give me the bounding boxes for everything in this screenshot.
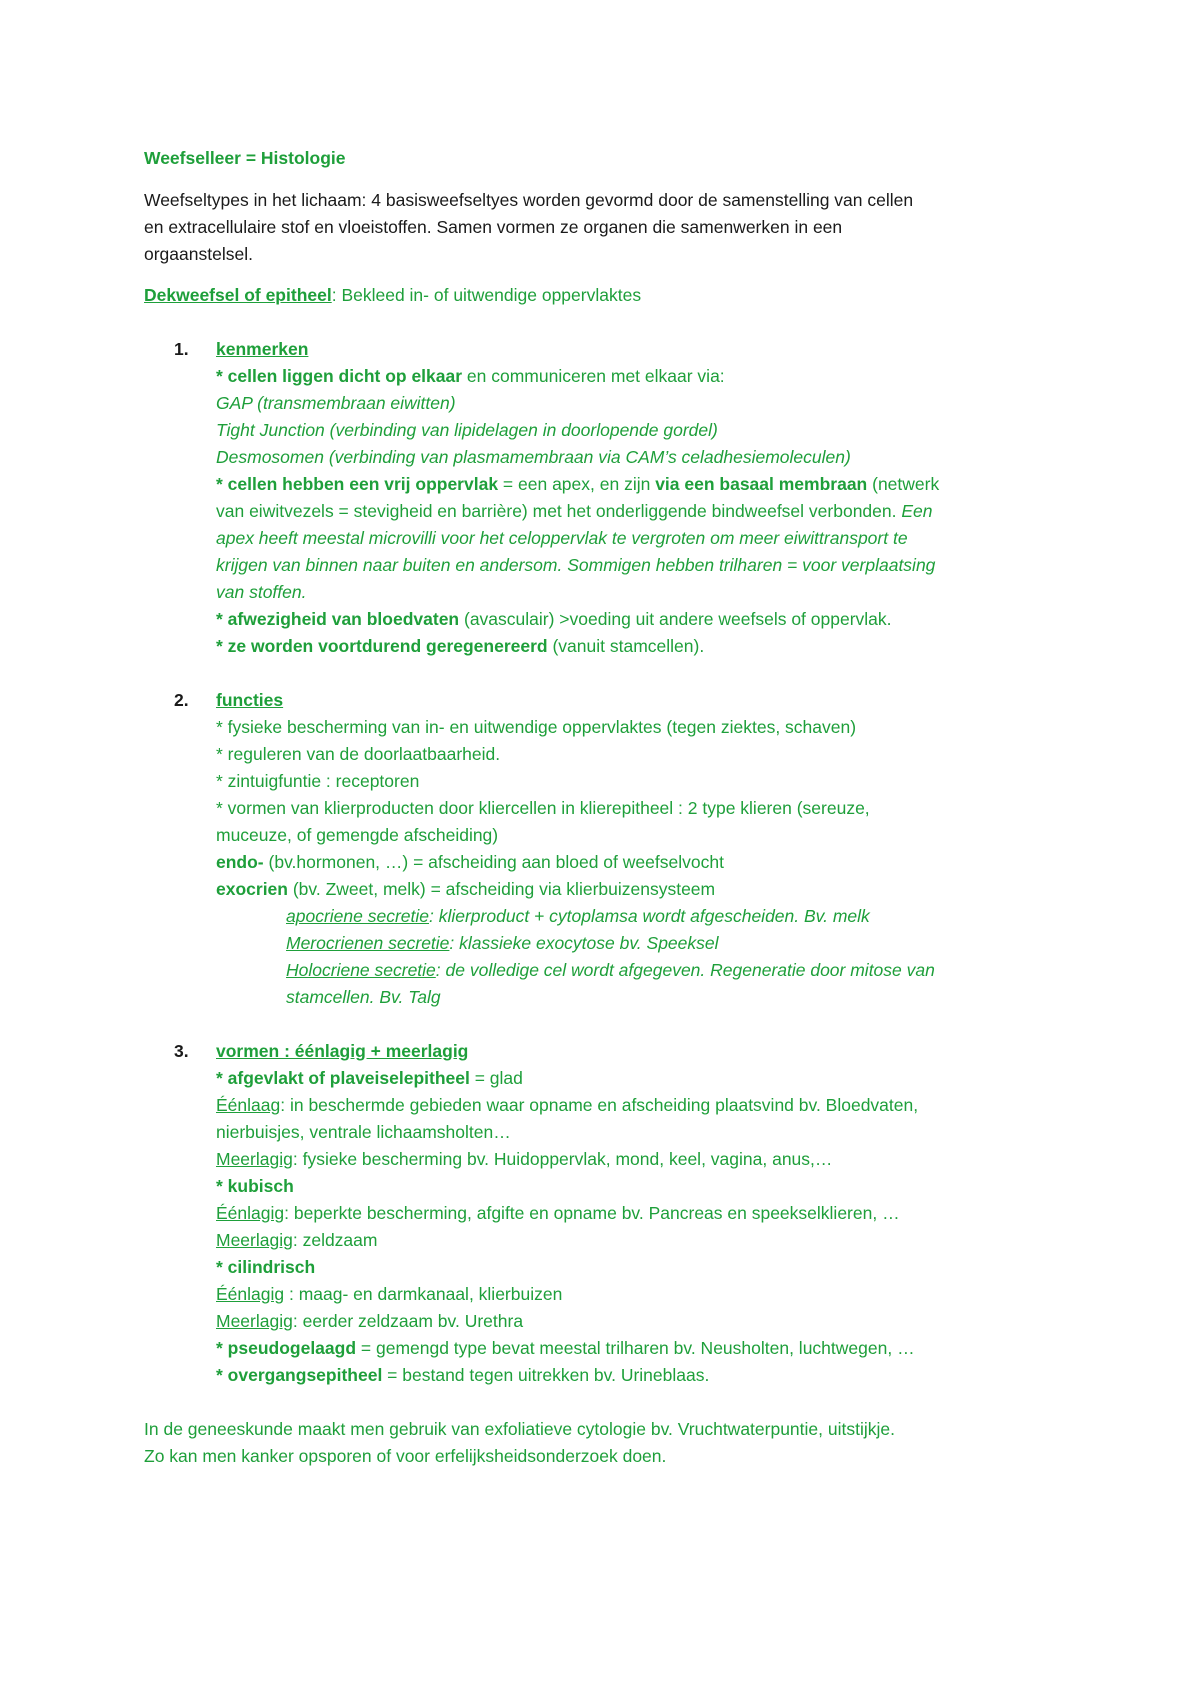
s1-line-3: Tight Junction (verbinding van lipidelagen in doorlopende gordel) <box>216 420 718 440</box>
s1-line-5: * cellen hebben een vrij oppervlak = een apex, en zijn via een basaal membraan (netwerk <box>216 474 940 494</box>
intro-line-1: Weefseltypes in het lichaam: 4 basisweefseltyes worden gevormd door de samenstelling van cellen <box>144 190 914 210</box>
s3-title: vormen : éénlagig + meerlagig <box>216 1041 469 1061</box>
section-heading-rest: : Bekleed in- of uitwendige oppervlaktes <box>331 285 642 305</box>
s3-line-5: * kubisch <box>216 1176 294 1196</box>
s3-line-2: Éénlaag: in beschermde gebieden waar opname en afscheiding plaatsvind bv. Bloedvaten, <box>216 1095 919 1115</box>
s2-line-10: Holocriene secretie: de volledige cel wordt afgegeven. Regeneratie door mitose van <box>286 960 935 980</box>
s2-line-5: muceuze, of gemengde afscheiding) <box>216 825 499 845</box>
s1-line-9: van stoffen. <box>216 582 307 602</box>
s2-number: 2. <box>174 690 189 710</box>
s2-line-4: * vormen van klierproducten door kliercellen in klierepitheel : 2 type klieren (sereuze, <box>216 798 870 818</box>
s1-line-11: * ze worden voortdurend geregenereerd (vanuit stamcellen). <box>216 636 705 656</box>
intro-line-2: en extracellulaire stof en vloeistoffen. Samen vormen ze organen die samenwerken in een <box>144 217 843 237</box>
s3-line-4: Meerlagig: fysieke bescherming bv. Huidoppervlak, mond, keel, vagina, anus,… <box>216 1149 833 1169</box>
s3-line-1: * afgevlakt of plaveiselepitheel = glad <box>216 1068 523 1088</box>
outro-line-2: Zo kan men kanker opsporen of voor erfelijksheidsonderzoek doen. <box>144 1446 667 1466</box>
section-heading-term: Dekweefsel of epitheel <box>144 285 332 305</box>
s2-title: functies <box>216 690 284 710</box>
s3-number: 3. <box>174 1041 189 1061</box>
s1-number: 1. <box>174 339 189 359</box>
s3-line-8: * cilindrisch <box>216 1257 316 1277</box>
s2-line-8: apocriene secretie: klierproduct + cytoplamsa wordt afgescheiden. Bv. melk <box>286 906 870 926</box>
s3-line-9: Éénlagig : maag- en darmkanaal, klierbuizen <box>216 1284 563 1304</box>
section-heading <box>144 283 641 307</box>
s2-line-9: Merocrienen secretie: klassieke exocytose bv. Speeksel <box>286 933 719 953</box>
s2-line-11: stamcellen. Bv. Talg <box>286 987 441 1007</box>
intro-line-3: orgaanstelsel. <box>144 244 253 264</box>
s1-line-6: van eiwitvezels = stevigheid en barrière) met het onderliggende bindweefsel verbonden. Een <box>216 501 933 521</box>
s3-line-10: Meerlagig: eerder zeldzaam bv. Urethra <box>216 1311 524 1331</box>
s2-line-6: endo- (bv.hormonen, …) = afscheiding aan bloed of weefselvocht <box>216 852 724 872</box>
s3-line-11: * pseudogelaagd = gemengd type bevat meestal trilharen bv. Neusholten, luchtwegen, … <box>216 1338 915 1358</box>
s3-line-6: Éénlagig: beperkte bescherming, afgifte en opname bv. Pancreas en speekselklieren, … <box>216 1203 900 1223</box>
s2-line-3: * zintuigfuntie : receptoren <box>216 771 420 791</box>
s2-line-2: * reguleren van de doorlaatbaarheid. <box>216 744 501 764</box>
s1-line-4: Desmosomen (verbinding van plasmamembraan via CAM’s celadhesiemoleculen) <box>216 447 851 467</box>
document-title: Weefselleer = Histologie <box>144 148 346 168</box>
s1-line-8: krijgen van binnen naar buiten en andersom. Sommigen hebben trilharen = voor verplaatsing <box>216 555 936 575</box>
s3-line-7: Meerlagig: zeldzaam <box>216 1230 378 1250</box>
s1-line-1: * cellen liggen dicht op elkaar en communiceren met elkaar via: <box>216 366 725 386</box>
s3-line-3: nierbuisjes, ventrale lichaamsholten… <box>216 1122 511 1142</box>
s1-title: kenmerken <box>216 339 309 359</box>
outro-line-1: In de geneeskunde maakt men gebruik van exfoliatieve cytologie bv. Vruchtwaterpuntie, uitstijkje. <box>144 1419 895 1439</box>
s1-line-2: GAP (transmembraan eiwitten) <box>216 393 456 413</box>
s2-line-1: * fysieke bescherming van in- en uitwendige oppervlaktes (tegen ziektes, schaven) <box>216 717 857 737</box>
s1-line-7: apex heeft meestal microvilli voor het celoppervlak te vergroten om meer eiwittransport te <box>216 528 908 548</box>
s2-line-7: exocrien (bv. Zweet, melk) = afscheiding via klierbuizensysteem <box>216 879 716 899</box>
s1-line-10: * afwezigheid van bloedvaten (avasculair) >voeding uit andere weefsels of oppervlak. <box>216 609 892 629</box>
s3-line-12: * overgangsepitheel = bestand tegen uitrekken bv. Urineblaas. <box>216 1365 710 1385</box>
